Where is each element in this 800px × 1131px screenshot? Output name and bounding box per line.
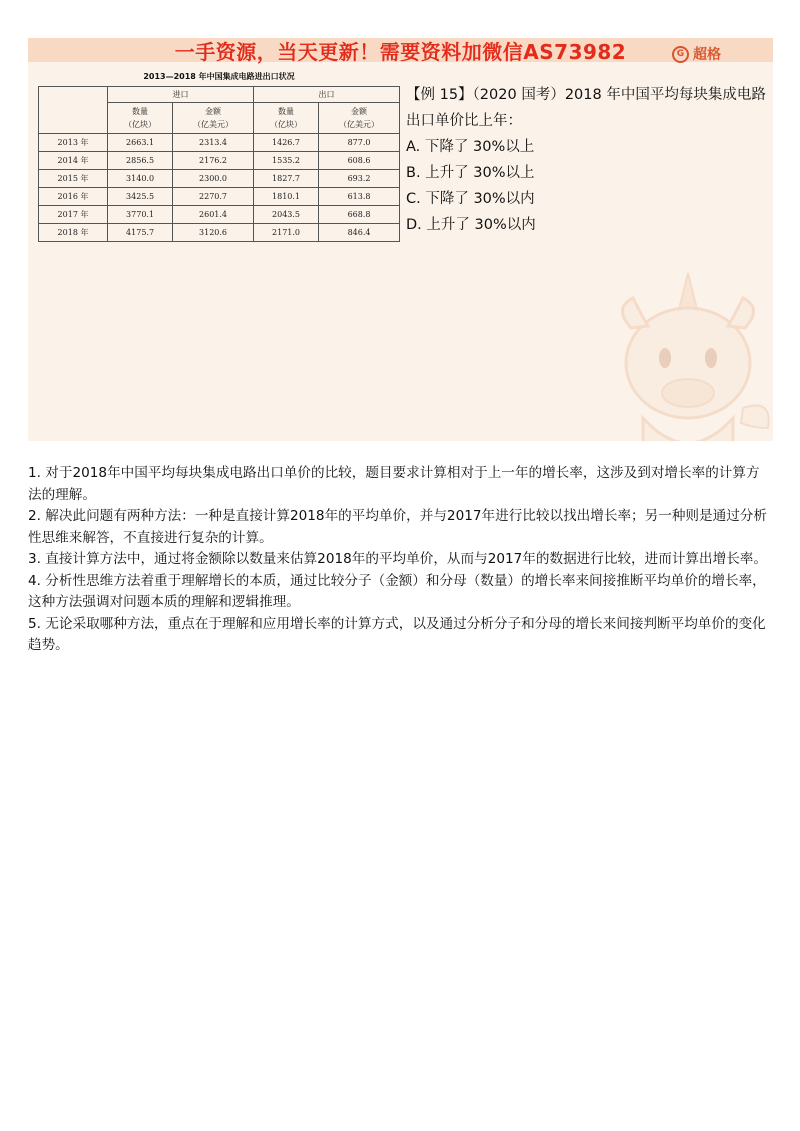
table-cell: 3120.6 xyxy=(173,224,254,242)
table-group-header-import: 进口 xyxy=(108,87,254,103)
table-cell: 693.2 xyxy=(319,170,400,188)
table-cell: 4175.7 xyxy=(108,224,173,242)
logo-text: 超格 xyxy=(693,47,721,63)
table-row xyxy=(39,188,400,206)
table-cell: 2176.2 xyxy=(173,152,254,170)
logo-mark-icon: G xyxy=(672,46,689,63)
explanation-text xyxy=(28,463,773,657)
table-cell: 3425.5 xyxy=(108,188,173,206)
table-sub-header: 金额 （亿美元） xyxy=(319,103,400,134)
table-cell: 2013 年 xyxy=(39,134,108,152)
table-cell: 1810.1 xyxy=(253,188,318,206)
table-cell: 1535.2 xyxy=(253,152,318,170)
option-b: B. 上升了 30%以上 xyxy=(406,165,535,181)
question-stem: 【例 15】（2020 国考）2018 年中国平均每块集成电路出口单价比上年： xyxy=(406,87,766,129)
table-corner-cell xyxy=(39,87,108,134)
option-d: D. 上升了 30%以内 xyxy=(406,217,536,233)
table-group-header-export: 出口 xyxy=(253,87,399,103)
table-cell: 2015 年 xyxy=(39,170,108,188)
table-cell: 3140.0 xyxy=(108,170,173,188)
explanation-point-5: 5. 无论采取哪种方法，重点在于理解和应用增长率的计算方式，以及通过分析分子和分母的增长来间接判断平均单价的变化趋势。 xyxy=(28,615,766,653)
table-cell: 2014 年 xyxy=(39,152,108,170)
explanation-point-4: 4. 分析性思维方法着重于理解增长的本质，通过比较分子（金额）和分母（数量）的增长率来间接推断平均单价的增长率，这种方法强调对问题本质的理解和逻辑推理。 xyxy=(28,572,766,610)
brand-logo xyxy=(672,44,721,64)
question-block xyxy=(406,82,766,238)
table-cell: 3770.1 xyxy=(108,206,173,224)
table-cell: 2300.0 xyxy=(173,170,254,188)
table-cell: 846.4 xyxy=(319,224,400,242)
table-row xyxy=(39,134,400,152)
table-cell: 2663.1 xyxy=(108,134,173,152)
unicorn-mascot-icon xyxy=(603,268,773,441)
explanation-point-1: 1. 对于2018年中国平均每块集成电路出口单价的比较，题目要求计算相对于上一年的增长率，这涉及到对增长率的计算方法的理解。 xyxy=(28,465,760,503)
table-cell: 668.8 xyxy=(319,206,400,224)
table-row xyxy=(39,224,400,242)
data-table-block xyxy=(38,71,400,242)
table-row xyxy=(39,170,400,188)
table-cell: 2856.5 xyxy=(108,152,173,170)
promo-banner: 一手资源，当天更新！需要资料加微信AS73982 xyxy=(174,40,627,64)
table-cell: 608.6 xyxy=(319,152,400,170)
table-title: 2013—2018 年中国集成电路进出口状况 xyxy=(143,72,295,81)
table-cell: 613.8 xyxy=(319,188,400,206)
option-a: A. 下降了 30%以上 xyxy=(406,139,535,155)
data-table xyxy=(38,86,400,242)
table-sub-header: 金额 （亿美元） xyxy=(173,103,254,134)
table-cell: 2018 年 xyxy=(39,224,108,242)
table-cell: 2171.0 xyxy=(253,224,318,242)
table-sub-header: 数量 （亿块） xyxy=(253,103,318,134)
table-cell: 2270.7 xyxy=(173,188,254,206)
table-cell: 2017 年 xyxy=(39,206,108,224)
explanation-point-3: 3. 直接计算方法中，通过将金额除以数量来估算2018年的平均单价，从而与2017年的数据进行比较，进而计算出增长率。 xyxy=(28,551,767,567)
table-cell: 2043.5 xyxy=(253,206,318,224)
lecture-slide xyxy=(28,38,773,441)
table-cell: 2313.4 xyxy=(173,134,254,152)
option-c: C. 下降了 30%以内 xyxy=(406,191,535,207)
table-cell: 1426.7 xyxy=(253,134,318,152)
table-row xyxy=(39,206,400,224)
explanation-point-2: 2. 解决此问题有两种方法：一种是直接计算2018年的平均单价，并与2017年进行比较以找出增长率；另一种则是通过分析性思维来解答，不直接进行复杂的计算。 xyxy=(28,508,767,546)
table-sub-header: 数量 （亿块） xyxy=(108,103,173,134)
table-cell: 1827.7 xyxy=(253,170,318,188)
table-cell: 2016 年 xyxy=(39,188,108,206)
table-cell: 2601.4 xyxy=(173,206,254,224)
table-cell: 877.0 xyxy=(319,134,400,152)
table-row xyxy=(39,152,400,170)
